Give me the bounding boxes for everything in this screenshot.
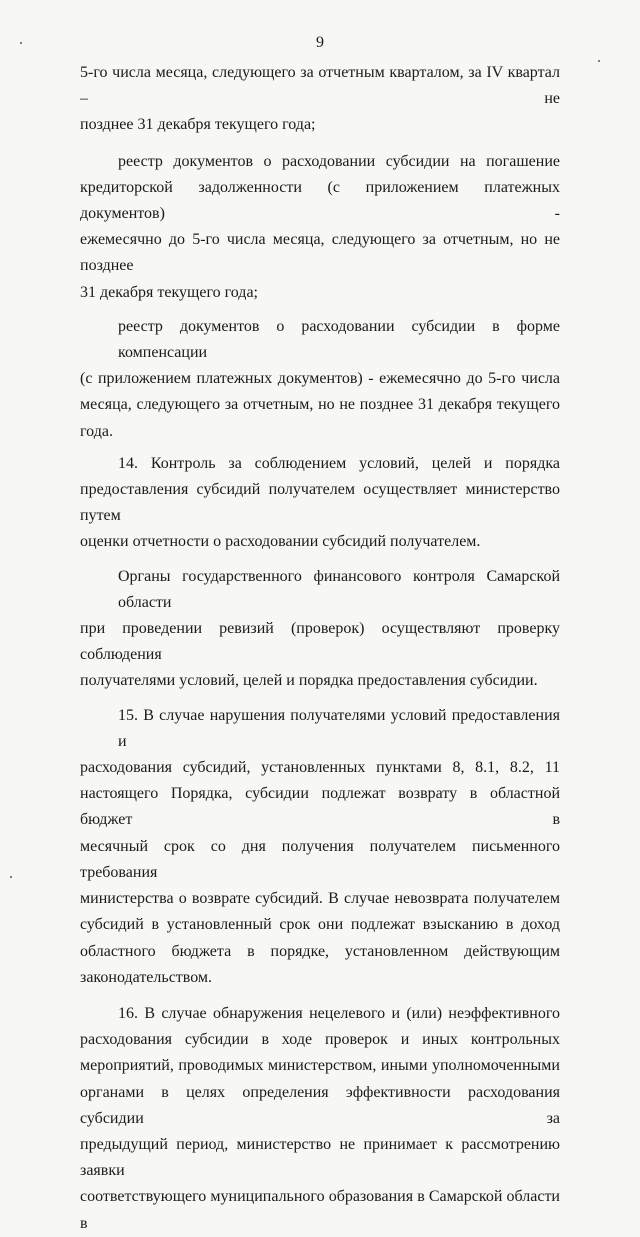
text-line: месячный срок со дня получения получателем письменного требования [80, 837, 560, 881]
text-line: расходования субсидий, установленных пунктами 8, 8.1, 8.2, 11 [80, 759, 560, 777]
text-line: 16. В случае обнаружения нецелевого и (или) неэффективного [118, 1004, 560, 1022]
scan-speck [598, 60, 600, 62]
text-line: 31 декабря текущего года; [80, 283, 258, 301]
text-line: законодательством. [80, 968, 213, 986]
scan-speck [10, 876, 12, 878]
text-line: предоставления субсидий получателем осуществляет министерство путем [80, 481, 560, 525]
text-line: органами в целях определения эффективности расходования субсидии за [80, 1083, 560, 1127]
document-body [80, 60, 560, 1237]
text-line: областного бюджета в порядке, установленном действующим [80, 942, 560, 960]
text-line: 15. В случае нарушения получателями условий предоставления и [118, 706, 560, 750]
text-line: министерства о возврате субсидий. В случае невозврата получателем [80, 890, 560, 908]
text-line: месяца, следующего за отчетным, но не позднее 31 декабря текущего года. [80, 396, 560, 440]
text-line: расходования субсидии в ходе проверок и иных контрольных [80, 1031, 560, 1049]
text-line: реестр документов о расходовании субсидии на погашение [118, 152, 560, 170]
page-number: 9 [316, 34, 324, 51]
text-line: настоящего Порядка, субсидии подлежат возврату в областной бюджет в [80, 785, 560, 829]
text-line: кредиторской задолженности (с приложением платежных документов) - [80, 178, 560, 223]
text-line: (с приложением платежных документов) - ежемесячно до 5-го числа [80, 370, 560, 388]
scan-speck [20, 42, 22, 44]
text-line: 14. Контроль за соблюдением условий, целей и порядка [118, 454, 560, 472]
paragraph [80, 60, 560, 139]
text-line: предыдущий период, министерство не принимает к рассмотрению заявки [80, 1135, 560, 1180]
paragraph [80, 149, 560, 306]
text-line: оценки отчетности о расходовании субсидий получателем. [80, 533, 481, 551]
text-line: ежемесячно до 5-го числа месяца, следующего за отчетным, но не позднее [80, 231, 560, 275]
text-line: получателями условий, целей и порядка предоставления субсидии. [80, 672, 538, 690]
text-line: при проведении ревизий (проверок) осуществляют проверку соблюдения [80, 620, 560, 664]
text-line: соответствующего муниципального образования в Самарской области в [80, 1188, 560, 1232]
text-line: Органы государственного финансового контроля Самарской области [118, 567, 560, 611]
paragraph [80, 314, 560, 445]
paragraph [80, 564, 560, 695]
paragraph [80, 451, 560, 556]
paragraph [80, 1001, 560, 1237]
text-line: позднее 31 декабря текущего года; [80, 116, 316, 134]
text-line: реестр документов о расходовании субсидии в форме компенсации [118, 317, 560, 362]
text-line: мероприятий, проводимых министерством, иными уполномоченными [80, 1057, 560, 1075]
text-line: 5-го числа месяца, следующего за отчетным кварталом, за IV квартал – не [80, 64, 560, 108]
text-line: субсидий в установленный срок они подлежат взысканию в доход [80, 916, 560, 934]
paragraph [80, 703, 560, 991]
